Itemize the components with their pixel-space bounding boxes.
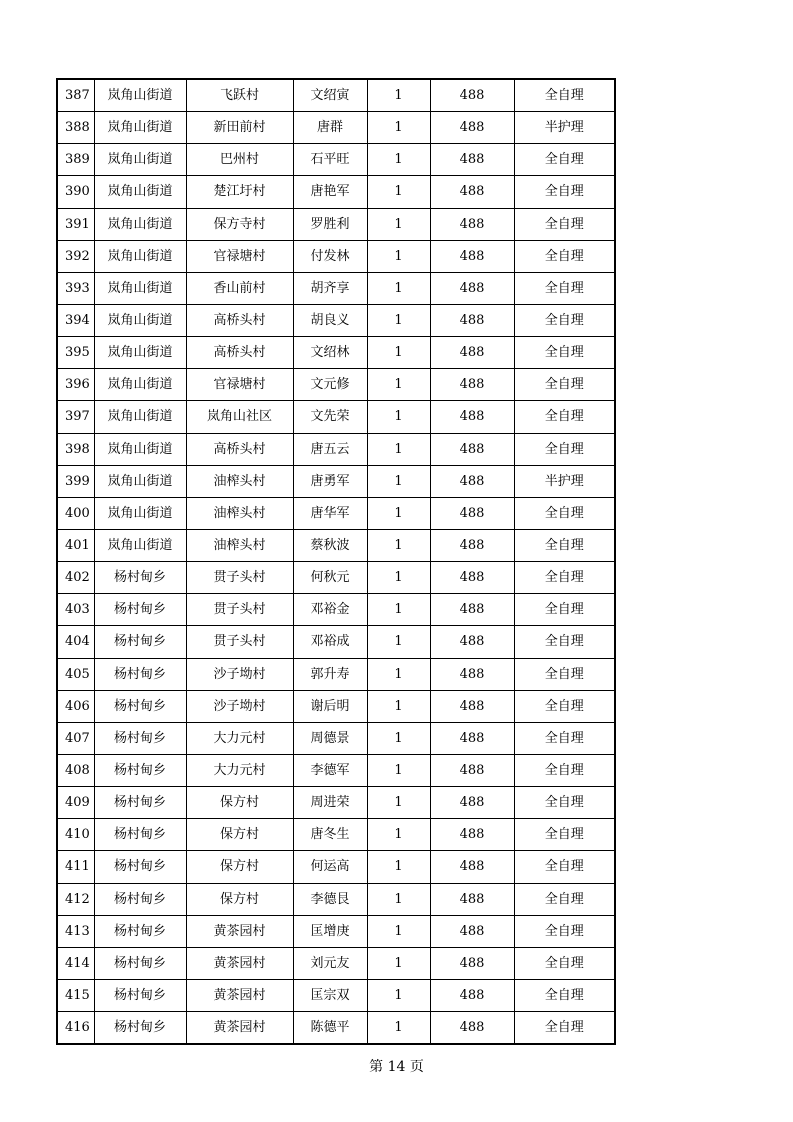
cell-village: 沙子坳村	[186, 658, 293, 690]
cell-township: 杨村甸乡	[94, 787, 186, 819]
cell-township: 杨村甸乡	[94, 594, 186, 626]
cell-township: 岚角山街道	[94, 433, 186, 465]
cell-name: 陈德平	[293, 1012, 367, 1045]
cell-village: 黄茶园村	[186, 915, 293, 947]
cell-number: 391	[57, 208, 94, 240]
cell-village: 保方寺村	[186, 208, 293, 240]
table-row	[57, 819, 615, 851]
cell-care-type: 全自理	[514, 369, 615, 401]
cell-amount: 488	[430, 562, 514, 594]
table-row	[57, 112, 615, 144]
cell-name: 周德景	[293, 722, 367, 754]
cell-number: 413	[57, 915, 94, 947]
cell-township: 岚角山街道	[94, 401, 186, 433]
cell-count: 1	[367, 272, 430, 304]
cell-township: 杨村甸乡	[94, 883, 186, 915]
cell-name: 匡增庚	[293, 915, 367, 947]
cell-name: 唐冬生	[293, 819, 367, 851]
cell-village: 官禄塘村	[186, 240, 293, 272]
cell-number: 393	[57, 272, 94, 304]
table-row	[57, 272, 615, 304]
cell-name: 唐五云	[293, 433, 367, 465]
table-row	[57, 915, 615, 947]
cell-name: 唐艳军	[293, 176, 367, 208]
cell-count: 1	[367, 240, 430, 272]
cell-village: 高桥头村	[186, 304, 293, 336]
cell-number: 397	[57, 401, 94, 433]
table-row	[57, 401, 615, 433]
cell-township: 杨村甸乡	[94, 979, 186, 1011]
cell-care-type: 全自理	[514, 208, 615, 240]
cell-name: 刘元友	[293, 947, 367, 979]
cell-care-type: 全自理	[514, 819, 615, 851]
cell-number: 415	[57, 979, 94, 1011]
cell-village: 高桥头村	[186, 337, 293, 369]
cell-count: 1	[367, 658, 430, 690]
cell-amount: 488	[430, 626, 514, 658]
cell-name: 何运高	[293, 851, 367, 883]
cell-village: 香山前村	[186, 272, 293, 304]
cell-amount: 488	[430, 79, 514, 112]
table-row	[57, 497, 615, 529]
cell-count: 1	[367, 497, 430, 529]
cell-number: 389	[57, 144, 94, 176]
cell-name: 谢后明	[293, 690, 367, 722]
cell-care-type: 半护理	[514, 112, 615, 144]
cell-care-type: 全自理	[514, 851, 615, 883]
cell-care-type: 全自理	[514, 176, 615, 208]
cell-care-type: 全自理	[514, 240, 615, 272]
cell-township: 杨村甸乡	[94, 722, 186, 754]
cell-care-type: 全自理	[514, 401, 615, 433]
cell-village: 岚角山社区	[186, 401, 293, 433]
cell-count: 1	[367, 690, 430, 722]
cell-amount: 488	[430, 272, 514, 304]
cell-township: 杨村甸乡	[94, 947, 186, 979]
cell-name: 石平旺	[293, 144, 367, 176]
table-row	[57, 433, 615, 465]
cell-care-type: 全自理	[514, 144, 615, 176]
cell-township: 杨村甸乡	[94, 690, 186, 722]
cell-name: 胡齐享	[293, 272, 367, 304]
cell-name: 唐勇军	[293, 465, 367, 497]
cell-amount: 488	[430, 1012, 514, 1045]
cell-township: 岚角山街道	[94, 529, 186, 561]
cell-village: 保方村	[186, 787, 293, 819]
cell-amount: 488	[430, 176, 514, 208]
cell-village: 沙子坳村	[186, 690, 293, 722]
cell-count: 1	[367, 562, 430, 594]
table-row	[57, 79, 615, 112]
cell-number: 403	[57, 594, 94, 626]
cell-village: 保方村	[186, 851, 293, 883]
cell-number: 399	[57, 465, 94, 497]
cell-name: 匡宗双	[293, 979, 367, 1011]
cell-amount: 488	[430, 883, 514, 915]
cell-care-type: 全自理	[514, 787, 615, 819]
cell-count: 1	[367, 883, 430, 915]
cell-village: 大力元村	[186, 754, 293, 786]
cell-number: 392	[57, 240, 94, 272]
cell-amount: 488	[430, 529, 514, 561]
cell-care-type: 半护理	[514, 465, 615, 497]
table-row	[57, 529, 615, 561]
cell-count: 1	[367, 947, 430, 979]
cell-name: 唐群	[293, 112, 367, 144]
cell-village: 黄茶园村	[186, 1012, 293, 1045]
table-row	[57, 304, 615, 336]
cell-count: 1	[367, 208, 430, 240]
cell-township: 杨村甸乡	[94, 754, 186, 786]
cell-village: 巴州村	[186, 144, 293, 176]
cell-care-type: 全自理	[514, 722, 615, 754]
cell-amount: 488	[430, 594, 514, 626]
cell-count: 1	[367, 626, 430, 658]
table-row	[57, 240, 615, 272]
table-row	[57, 337, 615, 369]
cell-number: 400	[57, 497, 94, 529]
cell-number: 411	[57, 851, 94, 883]
cell-care-type: 全自理	[514, 658, 615, 690]
cell-amount: 488	[430, 787, 514, 819]
table-row	[57, 465, 615, 497]
cell-amount: 488	[430, 979, 514, 1011]
cell-village: 贯子头村	[186, 562, 293, 594]
cell-count: 1	[367, 79, 430, 112]
cell-number: 407	[57, 722, 94, 754]
cell-care-type: 全自理	[514, 947, 615, 979]
cell-number: 406	[57, 690, 94, 722]
cell-township: 岚角山街道	[94, 208, 186, 240]
cell-care-type: 全自理	[514, 754, 615, 786]
cell-number: 387	[57, 79, 94, 112]
table-row	[57, 979, 615, 1011]
table-row	[57, 176, 615, 208]
cell-name: 文元修	[293, 369, 367, 401]
cell-village: 官禄塘村	[186, 369, 293, 401]
cell-village: 保方村	[186, 883, 293, 915]
cell-name: 文绍寅	[293, 79, 367, 112]
cell-care-type: 全自理	[514, 979, 615, 1011]
table-row	[57, 722, 615, 754]
cell-village: 黄茶园村	[186, 979, 293, 1011]
cell-care-type: 全自理	[514, 915, 615, 947]
cell-number: 405	[57, 658, 94, 690]
cell-township: 杨村甸乡	[94, 626, 186, 658]
cell-name: 何秋元	[293, 562, 367, 594]
cell-amount: 488	[430, 337, 514, 369]
cell-township: 岚角山街道	[94, 369, 186, 401]
cell-care-type: 全自理	[514, 883, 615, 915]
cell-township: 岚角山街道	[94, 112, 186, 144]
cell-township: 岚角山街道	[94, 272, 186, 304]
cell-count: 1	[367, 754, 430, 786]
cell-number: 398	[57, 433, 94, 465]
cell-care-type: 全自理	[514, 594, 615, 626]
cell-number: 404	[57, 626, 94, 658]
table-row	[57, 883, 615, 915]
cell-care-type: 全自理	[514, 626, 615, 658]
cell-amount: 488	[430, 401, 514, 433]
cell-name: 唐华军	[293, 497, 367, 529]
cell-care-type: 全自理	[514, 497, 615, 529]
cell-amount: 488	[430, 112, 514, 144]
cell-number: 408	[57, 754, 94, 786]
cell-amount: 488	[430, 819, 514, 851]
cell-township: 岚角山街道	[94, 240, 186, 272]
cell-name: 付发林	[293, 240, 367, 272]
table-row	[57, 144, 615, 176]
cell-village: 飞跃村	[186, 79, 293, 112]
cell-count: 1	[367, 851, 430, 883]
cell-amount: 488	[430, 722, 514, 754]
cell-township: 岚角山街道	[94, 144, 186, 176]
cell-township: 岚角山街道	[94, 497, 186, 529]
cell-amount: 488	[430, 144, 514, 176]
cell-amount: 488	[430, 915, 514, 947]
cell-township: 杨村甸乡	[94, 851, 186, 883]
cell-township: 杨村甸乡	[94, 1012, 186, 1045]
cell-name: 邓裕成	[293, 626, 367, 658]
cell-count: 1	[367, 787, 430, 819]
cell-amount: 488	[430, 497, 514, 529]
cell-count: 1	[367, 144, 430, 176]
cell-village: 楚江圩村	[186, 176, 293, 208]
cell-township: 杨村甸乡	[94, 658, 186, 690]
table-row	[57, 369, 615, 401]
table-row	[57, 787, 615, 819]
cell-name: 邓裕金	[293, 594, 367, 626]
table-row	[57, 754, 615, 786]
cell-village: 新田前村	[186, 112, 293, 144]
cell-village: 黄茶园村	[186, 947, 293, 979]
cell-care-type: 全自理	[514, 562, 615, 594]
cell-amount: 488	[430, 754, 514, 786]
cell-village: 贯子头村	[186, 594, 293, 626]
cell-count: 1	[367, 594, 430, 626]
cell-care-type: 全自理	[514, 1012, 615, 1045]
cell-village: 油榨头村	[186, 497, 293, 529]
cell-number: 388	[57, 112, 94, 144]
cell-township: 岚角山街道	[94, 465, 186, 497]
cell-number: 396	[57, 369, 94, 401]
table-body	[57, 79, 615, 1044]
cell-village: 保方村	[186, 819, 293, 851]
cell-number: 416	[57, 1012, 94, 1045]
cell-name: 周进荣	[293, 787, 367, 819]
table-row	[57, 626, 615, 658]
cell-amount: 488	[430, 208, 514, 240]
cell-count: 1	[367, 529, 430, 561]
cell-name: 文先荣	[293, 401, 367, 433]
cell-name: 胡良义	[293, 304, 367, 336]
cell-count: 1	[367, 915, 430, 947]
table-row	[57, 1012, 615, 1045]
table-row	[57, 562, 615, 594]
cell-amount: 488	[430, 947, 514, 979]
cell-township: 岚角山街道	[94, 304, 186, 336]
cell-count: 1	[367, 819, 430, 851]
cell-amount: 488	[430, 369, 514, 401]
cell-number: 395	[57, 337, 94, 369]
cell-amount: 488	[430, 304, 514, 336]
table-row	[57, 594, 615, 626]
cell-count: 1	[367, 176, 430, 208]
cell-count: 1	[367, 722, 430, 754]
cell-count: 1	[367, 369, 430, 401]
cell-village: 油榨头村	[186, 465, 293, 497]
cell-count: 1	[367, 465, 430, 497]
cell-name: 蔡秋波	[293, 529, 367, 561]
cell-name: 罗胜利	[293, 208, 367, 240]
cell-name: 郭升寿	[293, 658, 367, 690]
cell-amount: 488	[430, 240, 514, 272]
cell-number: 402	[57, 562, 94, 594]
cell-count: 1	[367, 433, 430, 465]
table-row	[57, 851, 615, 883]
cell-care-type: 全自理	[514, 304, 615, 336]
cell-care-type: 全自理	[514, 337, 615, 369]
cell-township: 岚角山街道	[94, 337, 186, 369]
cell-number: 412	[57, 883, 94, 915]
cell-amount: 488	[430, 465, 514, 497]
cell-township: 杨村甸乡	[94, 562, 186, 594]
cell-name: 文绍林	[293, 337, 367, 369]
cell-village: 高桥头村	[186, 433, 293, 465]
cell-amount: 488	[430, 658, 514, 690]
table-row	[57, 690, 615, 722]
table-row	[57, 658, 615, 690]
cell-name: 李德军	[293, 754, 367, 786]
cell-amount: 488	[430, 690, 514, 722]
cell-number: 394	[57, 304, 94, 336]
table-row	[57, 947, 615, 979]
cell-amount: 488	[430, 433, 514, 465]
cell-count: 1	[367, 1012, 430, 1045]
cell-care-type: 全自理	[514, 272, 615, 304]
cell-village: 大力元村	[186, 722, 293, 754]
cell-count: 1	[367, 979, 430, 1011]
cell-care-type: 全自理	[514, 529, 615, 561]
cell-number: 401	[57, 529, 94, 561]
cell-township: 岚角山街道	[94, 79, 186, 112]
cell-number: 390	[57, 176, 94, 208]
cell-count: 1	[367, 337, 430, 369]
cell-care-type: 全自理	[514, 690, 615, 722]
cell-number: 410	[57, 819, 94, 851]
page-number: 第 14 页	[369, 1059, 424, 1075]
cell-care-type: 全自理	[514, 79, 615, 112]
cell-township: 岚角山街道	[94, 176, 186, 208]
cell-name: 李德艮	[293, 883, 367, 915]
cell-number: 409	[57, 787, 94, 819]
cell-township: 杨村甸乡	[94, 915, 186, 947]
cell-care-type: 全自理	[514, 433, 615, 465]
cell-count: 1	[367, 401, 430, 433]
cell-count: 1	[367, 304, 430, 336]
cell-count: 1	[367, 112, 430, 144]
cell-village: 油榨头村	[186, 529, 293, 561]
cell-village: 贯子头村	[186, 626, 293, 658]
cell-township: 杨村甸乡	[94, 819, 186, 851]
cell-number: 414	[57, 947, 94, 979]
table-row	[57, 208, 615, 240]
cell-amount: 488	[430, 851, 514, 883]
records-table	[56, 78, 616, 1045]
